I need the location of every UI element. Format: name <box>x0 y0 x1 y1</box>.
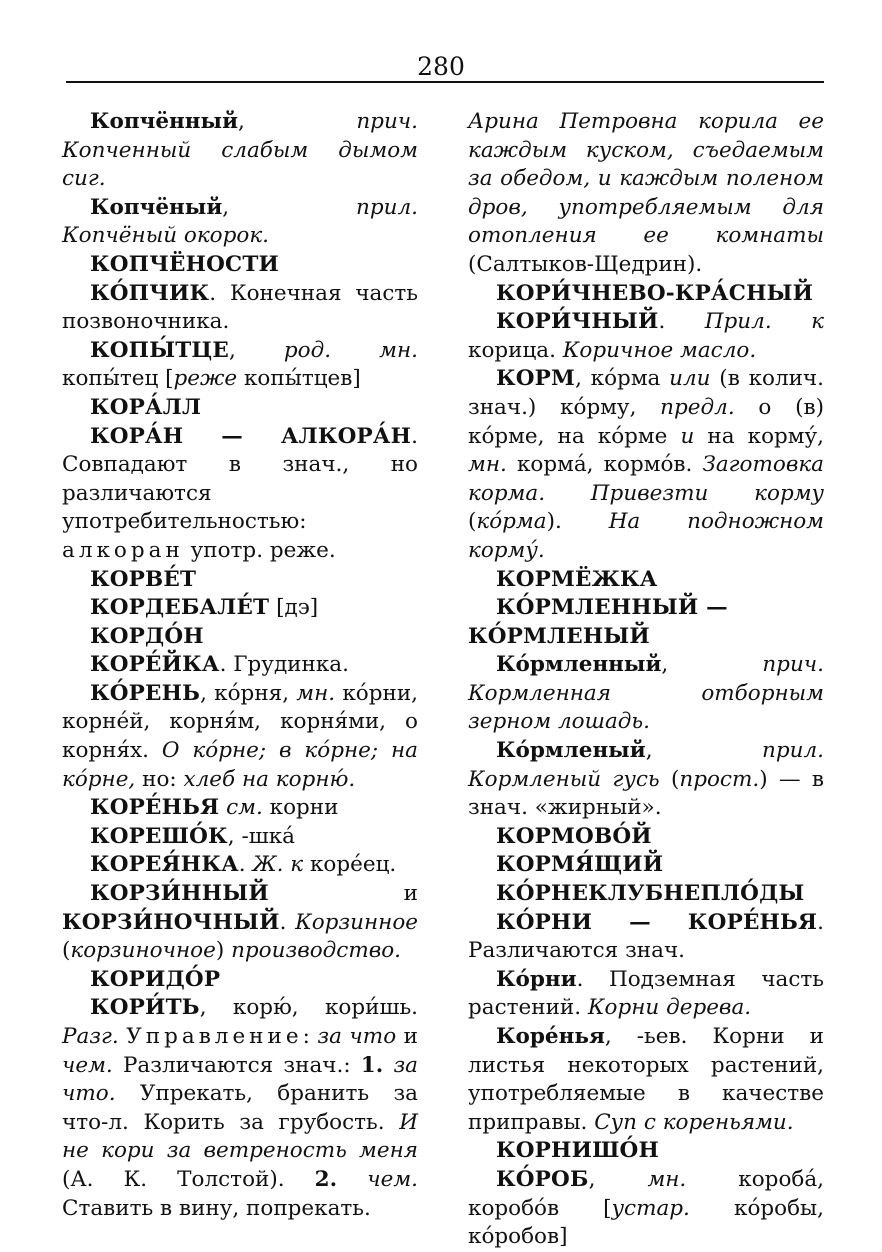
headword: КОРМЁЖКА <box>496 566 658 592</box>
page-number: 280 <box>417 52 465 81</box>
headword: КОПЧЁНОСТИ <box>90 251 280 277</box>
entry: Ко́рмленный, прич. Кормленная отборным зерном лошадь. <box>468 652 824 735</box>
header-rule <box>66 81 824 83</box>
entry: Ко́рмленый, прил. Кормленый гусь (прост.) — в знач. «жирный». <box>468 738 824 821</box>
headword: КОРИДО́Р <box>90 966 221 992</box>
headword: КО́РМЛЕННЫЙ — КО́РМЛЕНЫЙ <box>468 595 728 649</box>
entry: КО́РЕНЬ, ко́рня, мн. ко́рни, корне́й, корня́м, корня́ми, о корня́х. О ко́рне; в ко́рне; на ко́рне, но: хлеб на корню́. <box>62 680 418 792</box>
entry: КОРА́Н — АЛКОРА́Н. Совпадают в знач., но различаются употребительностью: алкоран употр. реже. <box>62 423 418 563</box>
headword: КОРМОВО́Й <box>496 823 652 849</box>
headword: КОРИ́ЧНЕВО-КРА́СНЫЙ <box>496 280 814 306</box>
entry: КОРЕЯ́НКА. Ж. к коре́ец. <box>90 852 397 878</box>
entry: Коре́нья, -ьев. Корни и листья некоторых растений, употребляемые в качестве приправы. Суп с кореньями. <box>468 1024 824 1135</box>
entry: КОРЕ́НЬЯ см. корни <box>90 795 339 821</box>
entry: Копчённый, прич. Копченный слабым дымом сиг. <box>62 109 418 192</box>
entry: КО́ПЧИК. Конечная часть позвоночника. <box>62 280 418 335</box>
entry: КОРИ́ТЬ, корю́, кори́шь. Разг. Управление: за что и чем. Различаются знач.: 1. за что. Упрекать, бранить за что-л. Корить за грубость. И не кори за ветреность меня (А. К. Толстой). 2. чем. Ставить в вину, попрекать. <box>62 995 418 1221</box>
headword: КО́РНЕКЛУБНЕПЛО́ДЫ <box>496 881 805 907</box>
entry: КОРМ, ко́рма или (в колич. знач.) ко́рму, предл. о (в) ко́рме, на ко́рме и на корму́, мн. корма́, кормо́в. Заготовка корма. Привезти корму (ко́рма). На подножном корму́. <box>468 366 825 563</box>
entry: КОРИ́ЧНЫЙ. Прил. к корица. Коричное масло. <box>468 309 825 363</box>
entry: КО́РНИ — КОРЕ́НЬЯ. Различаются знач. <box>468 909 824 964</box>
entry: КОПЫ́ТЦЕ, род. мн. копы́тец [реже копы́тцев] <box>62 337 418 392</box>
headword: КОРА́ЛЛ <box>90 394 202 420</box>
entry: Ко́рни. Подземная часть растений. Корни дерева. <box>468 966 824 1021</box>
entry: КОРЕШО́К, -шка́ <box>90 823 295 849</box>
entry: КО́РОБ, мн. короба́, коробо́в [устар. ко́робы, ко́робов] <box>468 1166 824 1250</box>
entry: КОРДЕБАЛЕ́Т [дэ] <box>90 595 319 621</box>
entry: КОРЗИ́ННЫЙ и КОРЗИ́НОЧНЫЙ. Корзинное (корзиночное) производство. <box>62 881 418 964</box>
entry: Копчёный, прил. Копчёный окорок. <box>62 194 418 249</box>
headword: КОРВЕ́Т <box>90 566 197 592</box>
headword: КОРНИШО́Н <box>496 1138 659 1164</box>
entry-continuation: Арина Петровна корила ее каждым куском, съедаемым за обедом, и каждым поленом дров, употребляемым для отопления ее комнаты (Салтыков-Щедрин). <box>468 109 824 277</box>
headword: КОРДО́Н <box>90 623 204 649</box>
headword: КОРМЯ́ЩИЙ <box>496 852 664 878</box>
entry: КОРЕ́ЙКА. Грудинка. <box>90 652 349 678</box>
right-column <box>468 108 824 1252</box>
left-column <box>62 108 418 1223</box>
